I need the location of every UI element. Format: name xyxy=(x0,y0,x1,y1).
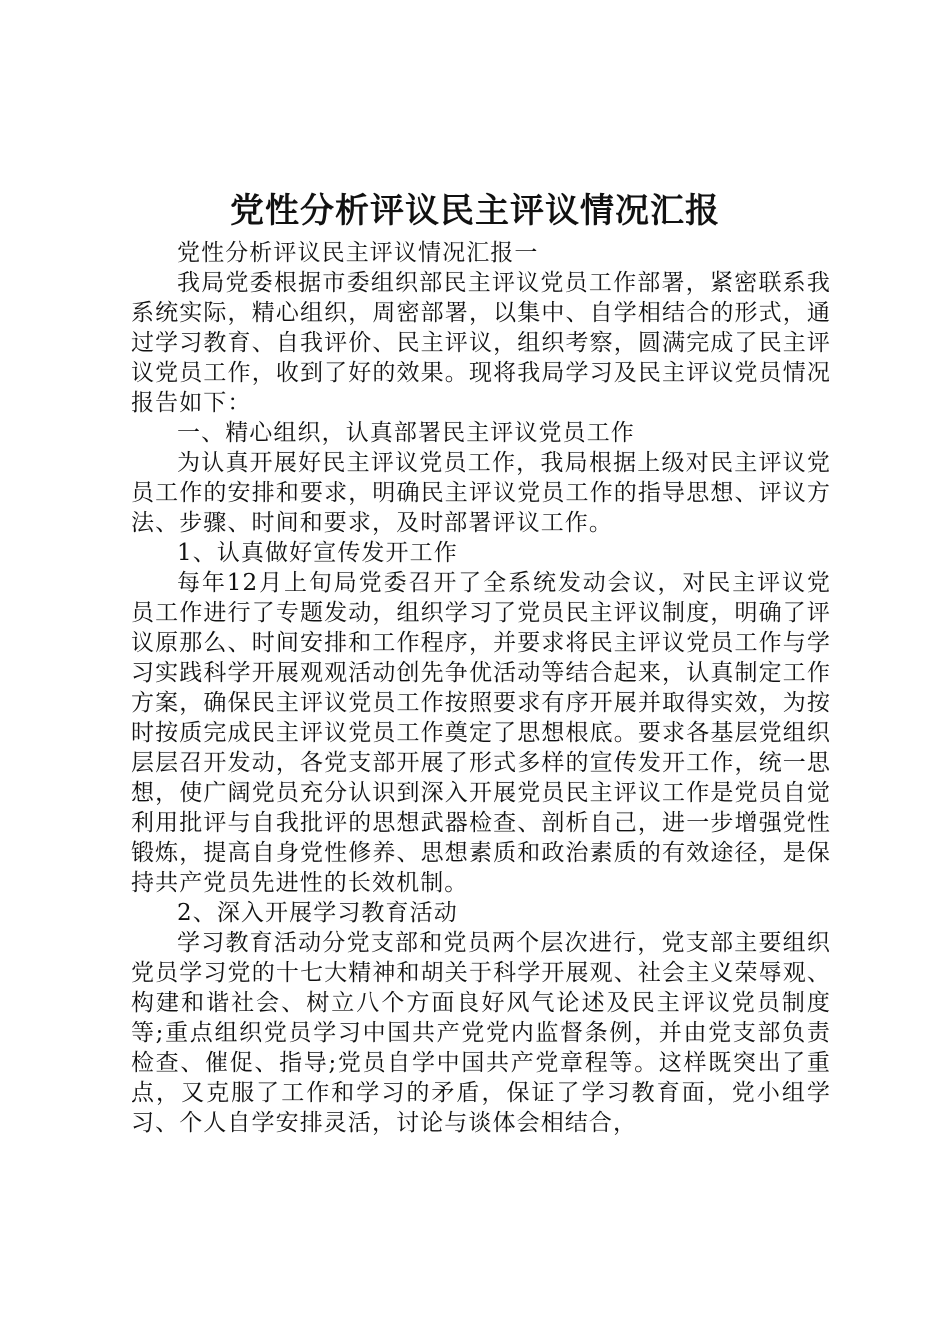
document-title: 党性分析评议民主评议情况汇报 xyxy=(230,191,720,231)
heading-subsection-1: 1、认真做好宣传发开工作 xyxy=(177,540,458,566)
heading-subsection-2: 2、深入开展学习教育活动 xyxy=(177,900,458,926)
paragraph-subsection-1: 每年12月上旬局党委召开了全系统发动会议，对民主评议党员工作进行了专题发动，组织学习了党员民主评议制度，明确了评议原那么、时间安排和工作程序，并要求将民主评议党员工作与学习实践科学开展观观活动创先争优活动等结合起来，认真制定工作方案，确保民主评议党员工作按照要求有序开展并取得实效，为按时按质完成民主评议党员工作奠定了思想根底。要求各基层党组织层层召开发动，各党支部开展了形式多样的宣传发开工作，统一思想，使广阔党员充分认识到深入开展党员民主评议工作是党员自觉利用批评与自我批评的思想武器检查、剖析自己，进一步增强党性锻炼，提高自身党性修养、思想素质和政治素质的有效途径，是保持共产党员先进性的长效机制。 xyxy=(131,570,831,896)
document-body xyxy=(131,238,831,1138)
paragraph-subsection-2: 学习教育活动分党支部和党员两个层次进行，党支部主要组织党员学习党的十七大精神和胡关于科学开展观、社会主义荣辱观、构建和谐社会、树立八个方面良好风气论述及民主评议党员制度等;重点组织党员学习中国共产党党内监督条例，并由党支部负责检查、催促、指导;党员自学中国共产党章程等。这样既突出了重点，又克服了工作和学习的矛盾，保证了学习教育面，党小组学习、个人自学安排灵活，讨论与谈体会相结合， xyxy=(131,930,831,1136)
paragraph-intro: 我局党委根据市委组织部民主评议党员工作部署，紧密联系我系统实际，精心组织，周密部署，以集中、自学相结合的形式，通过学习教育、自我评价、民主评议，组织考察，圆满完成了民主评议党员工作，收到了好的效果。现将我局学习及民主评议党员情况报告如下： xyxy=(131,270,831,416)
paragraph-subtitle: 党性分析评议民主评议情况汇报一 xyxy=(177,240,539,266)
paragraph-section-1: 为认真开展好民主评议党员工作，我局根据上级对民主评议党员工作的安排和要求，明确民主评议党员工作的指导思想、评议方法、步骤、时间和要求，及时部署评议工作。 xyxy=(131,450,831,536)
heading-section-1: 一、精心组织，认真部署民主评议党员工作 xyxy=(177,420,635,446)
